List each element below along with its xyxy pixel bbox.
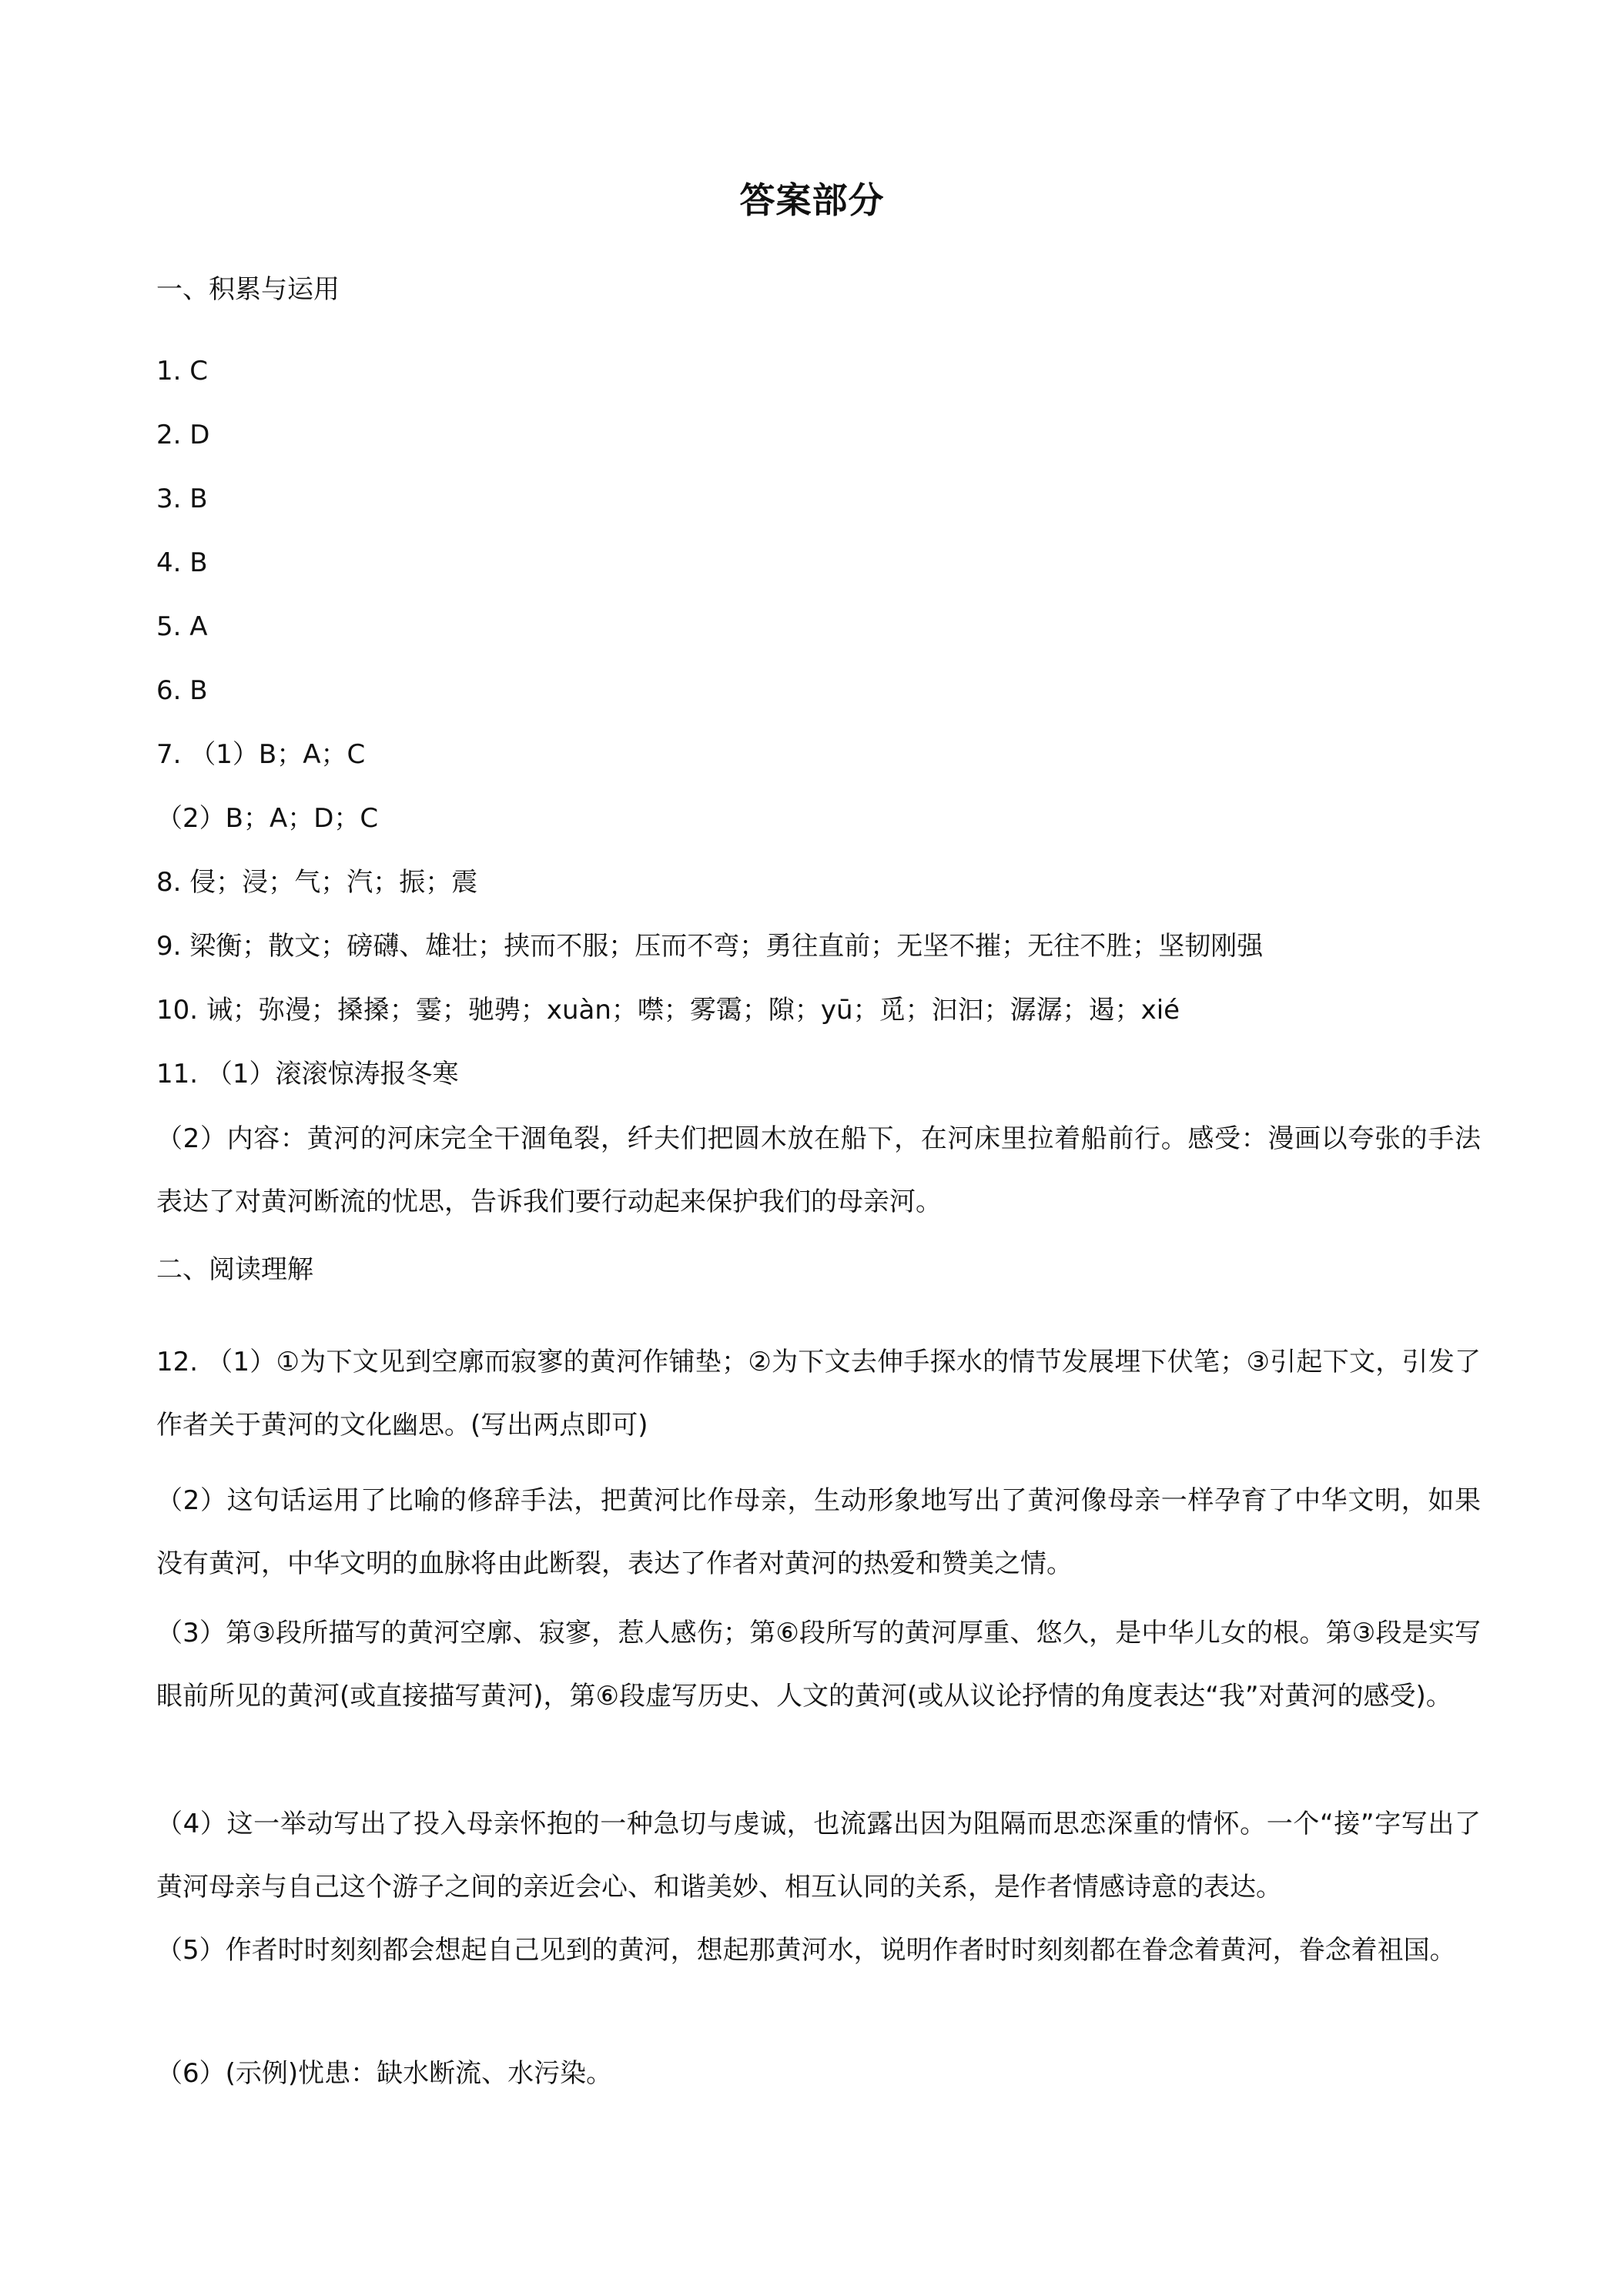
reading-12-part-3: （3）第③段所描写的黄河空廓、寂寥，惹人感伤；第⑥段所写的黄河厚重、悠久，是中华儿女的根。第③段是实写眼前所见的黄河(或直接描写黄河)，第⑥段虚写历史、人文的黄河(或从议论抒情的角度表达“我”对黄河的感受)。 <box>156 1618 1481 1712</box>
answer-6: 6. B <box>156 675 208 706</box>
reading-12-part-2: （2）这句话运用了比喻的修辞手法，把黄河比作母亲，生动形象地写出了黄河像母亲一样孕育了中华文明，如果没有黄河，中华文明的血脉将由此断裂，表达了作者对黄河的热爱和赞美之情。 <box>156 1485 1481 1579</box>
reading-12-part-6: （6）(示例)忧患：缺水断流、水污染。 <box>156 2058 613 2089</box>
page-title: 答案部分 <box>739 179 885 221</box>
answer-2: 2. D <box>156 420 210 450</box>
answer-9: 9. 梁衡；散文；磅礴、雄壮；挟而不服；压而不弯；勇往直前；无坚不摧；无往不胜；坚韧刚强 <box>156 931 1264 962</box>
reading-12-part-4: （4）这一举动写出了投入母亲怀抱的一种急切与虔诚，也流露出因为阻隔而思恋深重的情怀。一个“接”字写出了黄河母亲与自己这个游子之间的亲近会心、和谐美妙、相互认同的关系，是作者情感诗意的表达。 <box>156 1809 1481 1903</box>
answer-11-part-2: （2）内容：黄河的河床完全干涸龟裂，纤夫们把圆木放在船下，在河床里拉着船前行。感受：漫画以夸张的手法表达了对黄河断流的忧思，告诉我们要行动起来保护我们的母亲河。 <box>156 1123 1481 1217</box>
answer-3: 3. B <box>156 484 208 514</box>
answer-10: 10. 诫；弥漫；搡搡；霎；驰骋；xuàn；噤；雾霭；隙；yū；觅；汩汩；潺潺；遏；xié <box>156 995 1180 1026</box>
answer-5: 5. A <box>156 611 208 642</box>
answer-7-part-2: （2）B；A；D；C <box>156 803 379 834</box>
answer-7-part-1: 7. （1）B；A；C <box>156 739 366 770</box>
answer-4: 4. B <box>156 547 208 578</box>
answer-11-part-1: 11. （1）滚滚惊涛报冬寒 <box>156 1059 459 1089</box>
answer-8: 8. 侵；浸；气；汽；振；震 <box>156 867 478 898</box>
section-heading-1: 一、积累与运用 <box>156 274 340 305</box>
reading-12-part-1: 12. （1）①为下文见到空廓而寂寥的黄河作铺垫；②为下文去伸手探水的情节发展埋下伏笔；③引起下文，引发了作者关于黄河的文化幽思。(写出两点即可) <box>156 1347 1481 1441</box>
reading-12-part-5: （5）作者时时刻刻都会想起自己见到的黄河，想起那黄河水，说明作者时时刻刻都在眷念着黄河，眷念着祖国。 <box>156 1935 1456 1966</box>
section-heading-2: 二、阅读理解 <box>156 1254 313 1285</box>
answer-1: 1. C <box>156 356 208 387</box>
